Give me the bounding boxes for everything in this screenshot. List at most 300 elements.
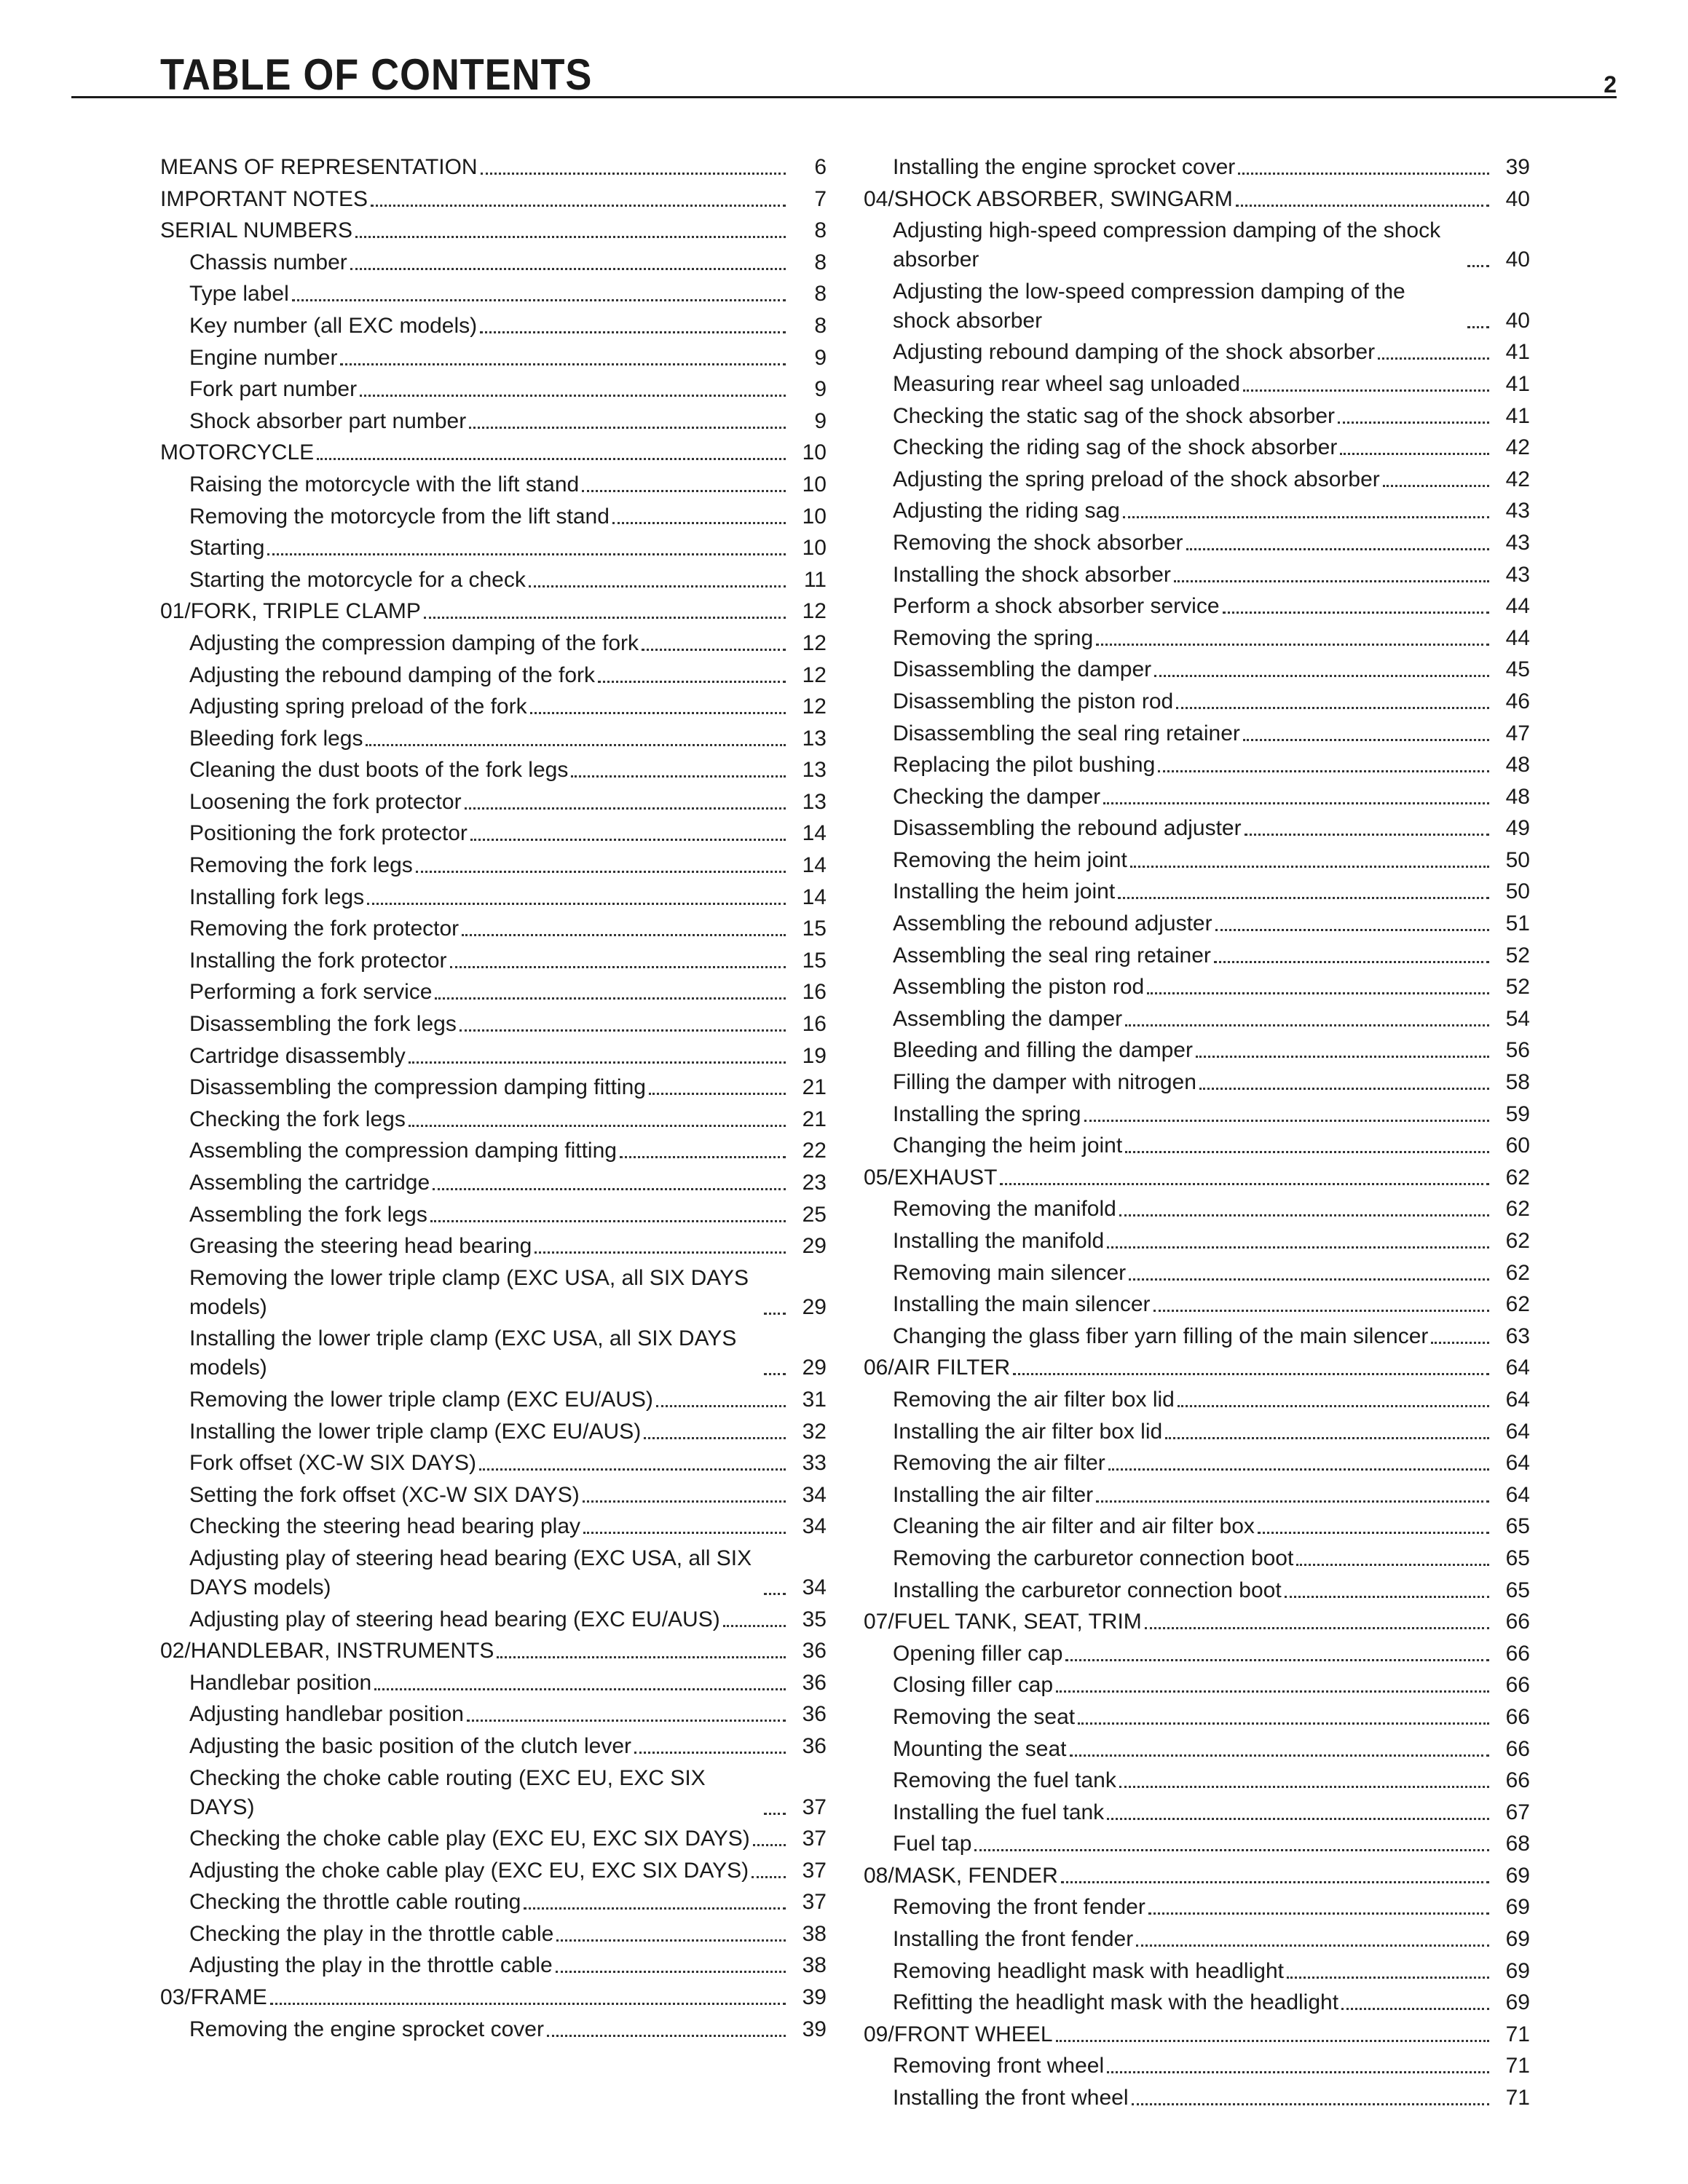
toc-entry-title: Cleaning the dust boots of the fork legs: [189, 758, 569, 783]
toc-entry-page: 42: [1505, 467, 1530, 491]
toc-entry[interactable]: [160, 724, 827, 753]
toc-entry[interactable]: [160, 629, 827, 658]
dot-leader: [267, 553, 786, 555]
dot-leader: [582, 490, 786, 492]
toc-entry-page: 63: [1505, 1324, 1530, 1348]
toc-entry[interactable]: [160, 978, 827, 1007]
toc-entry-title: 04/SHOCK ABSORBER, SWINGARM: [864, 186, 1233, 211]
dot-leader: [1132, 2103, 1489, 2105]
toc-entry-page: 41: [1505, 371, 1530, 396]
toc-entry[interactable]: [864, 909, 1530, 938]
toc-entry[interactable]: [864, 1100, 1530, 1129]
dot-leader: [1238, 173, 1489, 175]
dot-leader: [1296, 1564, 1489, 1566]
toc-entry-title: Type label: [189, 282, 289, 306]
toc-entry[interactable]: [864, 1449, 1530, 1478]
toc-entry-title: Removing the air filter: [893, 1451, 1105, 1476]
toc-entry-page: 43: [1505, 562, 1530, 587]
toc-entry-title: IMPORTANT NOTES: [160, 186, 368, 211]
toc-entry-page: 37: [802, 1827, 827, 1851]
toc-entry-title: 07/FUEL TANK, SEAT, TRIM: [864, 1610, 1142, 1634]
toc-entry-title: Removing the lower triple clamp (EXC EU/AUS): [189, 1387, 653, 1412]
toc-entry[interactable]: [864, 1988, 1530, 2017]
toc-entry-title: Installing the fork protector: [189, 948, 447, 973]
toc-entry-title: Installing the main silencer: [893, 1292, 1151, 1317]
toc-entry-page: 52: [1505, 975, 1530, 1000]
dot-leader: [1148, 1912, 1489, 1915]
dot-leader: [1147, 992, 1489, 994]
toc-section-entry[interactable]: [160, 438, 827, 467]
toc-entry[interactable]: [864, 561, 1530, 590]
toc-entry[interactable]: [160, 851, 827, 880]
toc-entry-title: Checking the riding sag of the shock absorber: [893, 435, 1338, 460]
toc-section-entry[interactable]: [864, 1353, 1530, 1382]
toc-entry-page: 62: [1505, 1260, 1530, 1285]
toc-entry-title: Assembling the rebound adjuster: [893, 911, 1212, 936]
toc-entry-title: Assembling the fork legs: [189, 1202, 427, 1227]
toc-entry[interactable]: [864, 1036, 1530, 1065]
toc-entry[interactable]: [864, 592, 1530, 621]
toc-entry[interactable]: [864, 846, 1530, 875]
toc-entry[interactable]: [160, 1105, 827, 1134]
toc-entry[interactable]: [864, 402, 1530, 431]
toc-entry-page: 29: [802, 1356, 827, 1380]
toc-entry-page: 40: [1505, 248, 1530, 272]
toc-entry-page: 67: [1505, 1800, 1530, 1824]
toc-entry[interactable]: [160, 756, 827, 785]
toc-entry-page: 40: [1505, 308, 1530, 333]
toc-entry[interactable]: [160, 1073, 827, 1102]
toc-entry[interactable]: [160, 1010, 827, 1039]
toc-entry[interactable]: [864, 277, 1530, 336]
toc-entry-page: 62: [1505, 1292, 1530, 1317]
toc-entry-page: 23: [802, 1171, 827, 1195]
dot-leader: [1158, 770, 1489, 772]
toc-entry-title: Key number (all EXC models): [189, 313, 478, 338]
toc-entry-page: 29: [802, 1234, 827, 1259]
toc-left-column: [160, 153, 827, 2046]
toc-entry[interactable]: [160, 407, 827, 436]
toc-entry-title: Starting: [189, 536, 265, 561]
toc-entry-title: Removing headlight mask with headlight: [893, 1958, 1284, 1983]
toc-entry[interactable]: [864, 1639, 1530, 1669]
toc-entry-page: 15: [802, 917, 827, 941]
toc-entry[interactable]: [160, 1264, 827, 1322]
toc-entry-page: 9: [814, 377, 827, 402]
toc-entry[interactable]: [160, 344, 827, 373]
toc-entry[interactable]: [160, 502, 827, 531]
toc-entry-title: Adjusting the compression damping of the fork: [189, 630, 639, 655]
dot-leader: [583, 1500, 786, 1503]
dot-leader: [360, 395, 786, 397]
toc-entry-page: 8: [814, 282, 827, 306]
dot-leader: [270, 2003, 786, 2005]
dot-leader: [1243, 389, 1489, 392]
toc-section-entry[interactable]: [160, 185, 827, 214]
dot-leader: [598, 681, 786, 683]
toc-entry-title: Disassembling the piston rod: [893, 689, 1174, 713]
toc-entry-title: Checking the steering head bearing play: [189, 1514, 581, 1539]
toc-entry[interactable]: [160, 661, 827, 690]
dot-leader: [1096, 1500, 1489, 1503]
toc-entry[interactable]: [160, 1888, 827, 1917]
toc-entry[interactable]: [160, 1920, 827, 1949]
dot-leader: [1165, 1437, 1489, 1439]
toc-entry[interactable]: [160, 692, 827, 721]
dot-leader: [1178, 1405, 1489, 1407]
dot-leader: [764, 1813, 786, 1815]
toc-entry[interactable]: [864, 751, 1530, 780]
toc-entry[interactable]: [160, 788, 827, 817]
dot-leader: [479, 1468, 786, 1471]
toc-entry-title: 09/FRONT WHEEL: [864, 2022, 1053, 2046]
dot-leader: [1096, 644, 1489, 646]
toc-entry-page: 44: [1505, 594, 1530, 619]
toc-entry-page: 64: [1505, 1451, 1530, 1476]
dot-leader: [1118, 897, 1489, 899]
toc-entry[interactable]: [160, 1481, 827, 1510]
toc-entry-page: 34: [802, 1482, 827, 1507]
toc-entry-title: Adjusting the choke cable play (EXC EU, EXC SIX DAYS): [189, 1858, 749, 1883]
dot-leader: [583, 1532, 786, 1534]
toc-entry[interactable]: [160, 946, 827, 976]
toc-entry-page: 14: [802, 821, 827, 846]
toc-entry-page: 8: [814, 218, 827, 243]
toc-entry[interactable]: [160, 1449, 827, 1478]
dot-leader: [656, 1405, 786, 1407]
toc-entry-page: 9: [814, 408, 827, 433]
toc-entry-title: Shock absorber part number: [189, 408, 467, 433]
toc-entry-page: 66: [1505, 1768, 1530, 1793]
toc-entry[interactable]: [864, 1829, 1530, 1859]
toc-entry[interactable]: [864, 2052, 1530, 2081]
toc-entry[interactable]: [864, 370, 1530, 399]
toc-entry-page: 34: [802, 1514, 827, 1539]
toc-entry[interactable]: [864, 1766, 1530, 1795]
toc-entry[interactable]: [864, 783, 1530, 812]
toc-entry[interactable]: [864, 529, 1530, 558]
toc-section-entry[interactable]: [160, 1637, 827, 1666]
toc-entry-title: Checking the choke cable routing (EXC EU, EXC SIX DAYS): [189, 1765, 706, 1819]
dot-leader: [1056, 2040, 1490, 2042]
toc-entry-title: Assembling the piston rod: [893, 975, 1145, 1000]
dot-leader: [1287, 1977, 1489, 1979]
toc-section-entry[interactable]: [864, 185, 1530, 214]
page-number: 2: [1604, 71, 1617, 98]
toc-entry-page: 13: [802, 789, 827, 814]
dot-leader: [649, 1093, 786, 1095]
toc-section-entry[interactable]: [864, 1607, 1530, 1637]
dot-leader: [723, 1625, 786, 1627]
toc-entry-title: Closing filler cap: [893, 1673, 1054, 1698]
toc-entry[interactable]: [160, 1764, 827, 1822]
toc-entry[interactable]: [864, 1131, 1530, 1160]
dot-leader: [1467, 326, 1489, 328]
toc-entry-title: Mounting the seat: [893, 1736, 1067, 1761]
toc-entry[interactable]: [864, 1893, 1530, 1922]
toc-entry-title: Installing the air filter: [893, 1482, 1094, 1507]
toc-entry[interactable]: [160, 1385, 827, 1415]
toc-entry[interactable]: [864, 687, 1530, 716]
toc-entry[interactable]: [864, 1417, 1530, 1447]
toc-entry[interactable]: [160, 1824, 827, 1853]
toc-entry[interactable]: [864, 1735, 1530, 1764]
toc-entry[interactable]: [160, 1417, 827, 1447]
toc-entry-title: Cleaning the air filter and air filter box: [893, 1514, 1255, 1539]
toc-entry-page: 41: [1505, 340, 1530, 365]
toc-entry[interactable]: [160, 1042, 827, 1071]
toc-entry-title: Checking the play in the throttle cable: [189, 1921, 554, 1946]
dot-leader: [409, 1125, 786, 1127]
toc-entry[interactable]: [160, 312, 827, 341]
toc-entry[interactable]: [864, 1798, 1530, 1827]
toc-entry-page: 48: [1505, 784, 1530, 809]
toc-entry-title: Removing the motorcycle from the lift stand: [189, 504, 610, 529]
toc-entry-title: 01/FORK, TRIPLE CLAMP: [160, 599, 421, 624]
toc-entry-page: 36: [802, 1670, 827, 1695]
toc-entry[interactable]: [864, 1576, 1530, 1605]
toc-entry[interactable]: [160, 1951, 827, 1980]
toc-entry[interactable]: [864, 814, 1530, 843]
toc-entry[interactable]: [160, 1544, 827, 1602]
dot-leader: [1119, 1214, 1489, 1216]
toc-entry-title: 03/FRAME: [160, 1985, 267, 2010]
toc-entry-title: Adjusting the low-speed compression damping of the shock absorber: [893, 279, 1405, 333]
toc-entry-page: 62: [1505, 1197, 1530, 1222]
toc-entry-title: Refitting the headlight mask with the headlight: [893, 1990, 1339, 2015]
toc-entry-page: 64: [1505, 1419, 1530, 1444]
toc-section-entry[interactable]: [160, 1983, 827, 2012]
toc-entry-title: Disassembling the fork legs: [189, 1012, 457, 1037]
toc-entry-title: 05/EXHAUST: [864, 1165, 998, 1190]
toc-right-column: [864, 153, 1530, 2116]
dot-leader: [529, 585, 786, 587]
toc-entry-title: Adjusting play of steering head bearing (EXC USA, all SIX DAYS models): [189, 1546, 752, 1599]
toc-entry-page: 65: [1505, 1546, 1530, 1570]
toc-entry-page: 36: [802, 1702, 827, 1727]
dot-leader: [764, 1373, 786, 1375]
toc-entry[interactable]: [864, 973, 1530, 1002]
toc-entry-title: Greasing the steering head bearing: [189, 1234, 532, 1259]
toc-entry[interactable]: [864, 1068, 1530, 1097]
toc-entry-page: 38: [802, 1921, 827, 1946]
toc-entry-title: Checking the fork legs: [189, 1107, 406, 1131]
toc-entry[interactable]: [160, 1324, 827, 1382]
toc-entry[interactable]: [864, 1703, 1530, 1732]
toc-entry-page: 46: [1505, 689, 1530, 713]
toc-entry-page: 32: [802, 1419, 827, 1444]
toc-entry-page: 10: [802, 472, 827, 496]
toc-entry-title: Removing the shock absorber: [893, 530, 1183, 555]
toc-entry-page: 37: [802, 1858, 827, 1883]
toc-entry-title: Fork part number: [189, 377, 358, 402]
dot-leader: [1108, 1468, 1489, 1471]
dot-leader: [480, 331, 786, 333]
toc-entry[interactable]: [864, 1227, 1530, 1256]
dot-leader: [1107, 1818, 1489, 1820]
toc-entry[interactable]: [160, 1136, 827, 1166]
toc-entry[interactable]: [864, 1195, 1530, 1224]
dot-leader: [1107, 2071, 1489, 2073]
dot-leader: [481, 173, 786, 175]
toc-entry-title: Adjusting the rebound damping of the fork: [189, 662, 596, 687]
toc-entry-page: 71: [1505, 2086, 1530, 2110]
dot-leader: [547, 2035, 786, 2037]
dot-leader: [556, 1939, 786, 1942]
toc-entry-title: Adjusting the spring preload of the shock absorber: [893, 467, 1380, 491]
toc-entry[interactable]: [864, 1481, 1530, 1510]
toc-entry-page: 66: [1505, 1704, 1530, 1729]
dot-leader: [1056, 1690, 1489, 1693]
toc-entry[interactable]: [160, 534, 827, 563]
toc-entry-page: 64: [1505, 1356, 1530, 1380]
toc-entry[interactable]: [160, 883, 827, 912]
dot-leader: [1013, 1373, 1489, 1375]
toc-entry-page: 66: [1505, 1673, 1530, 1698]
toc-entry-page: 60: [1505, 1133, 1530, 1158]
toc-entry[interactable]: [864, 1925, 1530, 1954]
toc-entry-page: 41: [1505, 403, 1530, 428]
toc-entry[interactable]: [160, 1856, 827, 1886]
dot-leader: [1383, 485, 1489, 487]
toc-section-entry[interactable]: [864, 1861, 1530, 1891]
toc-entry[interactable]: [864, 1671, 1530, 1700]
toc-section-entry[interactable]: [160, 216, 827, 245]
toc-entry[interactable]: [160, 1232, 827, 1261]
toc-entry-title: Checking the static sag of the shock absorber: [893, 403, 1336, 428]
toc-entry-title: Installing the spring: [893, 1101, 1081, 1126]
dot-leader: [752, 1876, 786, 1878]
toc-entry[interactable]: [864, 465, 1530, 494]
toc-entry-title: Bleeding fork legs: [189, 726, 363, 751]
toc-entry[interactable]: [864, 1957, 1530, 1986]
toc-entry-title: Performing a fork service: [189, 980, 433, 1005]
toc-entry[interactable]: [864, 496, 1530, 526]
header-rule: [71, 96, 1617, 98]
dot-leader: [764, 1313, 786, 1315]
toc-entry[interactable]: [864, 216, 1530, 274]
toc-entry-page: 69: [1505, 1990, 1530, 2015]
toc-entry-page: 44: [1505, 625, 1530, 650]
toc-entry-title: Removing the lower triple clamp (EXC USA, all SIX DAYS models): [189, 1265, 749, 1319]
dot-leader: [1136, 1944, 1489, 1947]
dot-leader: [462, 934, 786, 936]
toc-entry-title: Adjusting handlebar position: [189, 1702, 464, 1727]
toc-section-entry[interactable]: [160, 597, 827, 626]
toc-section-entry[interactable]: [864, 1163, 1530, 1192]
toc-entry-page: 14: [802, 853, 827, 878]
toc-entry[interactable]: [864, 877, 1530, 906]
toc-entry-title: Removing front wheel: [893, 2054, 1105, 2078]
toc-entry-title: MEANS OF REPRESENTATION: [160, 155, 478, 179]
toc-entry[interactable]: [864, 719, 1530, 748]
toc-entry-title: Opening filler cap: [893, 1641, 1063, 1666]
toc-entry[interactable]: [160, 1200, 827, 1230]
toc-entry-page: 15: [802, 948, 827, 973]
toc-entry[interactable]: [160, 819, 827, 848]
toc-entry-title: Disassembling the compression damping fitting: [189, 1075, 646, 1100]
toc-entry-page: 35: [802, 1607, 827, 1631]
dot-leader: [1103, 802, 1489, 804]
toc-entry-page: 51: [1505, 911, 1530, 936]
dot-leader: [1245, 834, 1489, 836]
toc-entry-title: Assembling the seal ring retainer: [893, 943, 1211, 968]
toc-entry-page: 48: [1505, 753, 1530, 778]
toc-entry[interactable]: [864, 1544, 1530, 1573]
toc-entry[interactable]: [160, 1732, 827, 1761]
dot-leader: [1236, 205, 1489, 207]
dot-leader: [1243, 739, 1489, 741]
toc-entry[interactable]: [160, 1168, 827, 1198]
toc-entry-page: 66: [1505, 1641, 1530, 1666]
dot-leader: [1196, 1056, 1489, 1058]
toc-entry[interactable]: [864, 1322, 1530, 1351]
toc-section-entry[interactable]: [864, 2020, 1530, 2049]
dot-leader: [556, 1971, 786, 1973]
toc-section-entry[interactable]: [160, 153, 827, 182]
toc-entry-page: 13: [802, 726, 827, 751]
dot-leader: [974, 1849, 1489, 1851]
toc-entry[interactable]: [864, 655, 1530, 684]
dot-leader: [1285, 1596, 1489, 1598]
dot-leader: [1215, 929, 1489, 931]
toc-entry[interactable]: [864, 1512, 1530, 1541]
toc-entry-title: Loosening the fork protector: [189, 789, 462, 814]
toc-entry-title: 08/MASK, FENDER: [864, 1863, 1058, 1888]
toc-entry[interactable]: [864, 1005, 1530, 1034]
toc-entry-page: 68: [1505, 1832, 1530, 1856]
toc-entry[interactable]: [160, 470, 827, 499]
toc-entry-title: MOTORCYCLE: [160, 440, 315, 465]
toc-entry-title: Replacing the pilot bushing: [893, 753, 1156, 778]
toc-entry[interactable]: [160, 2015, 827, 2044]
toc-entry-page: 16: [802, 980, 827, 1005]
toc-entry[interactable]: [160, 1512, 827, 1541]
toc-entry[interactable]: [864, 338, 1530, 367]
toc-entry[interactable]: [864, 1290, 1530, 1319]
toc-entry-page: 12: [802, 662, 827, 687]
toc-entry[interactable]: [160, 1605, 827, 1634]
toc-entry-title: Assembling the compression damping fitting: [189, 1139, 617, 1163]
toc-entry-page: 36: [802, 1639, 827, 1663]
toc-entry[interactable]: [160, 375, 827, 404]
toc-entry[interactable]: [864, 624, 1530, 653]
toc-entry[interactable]: [160, 248, 827, 277]
toc-entry-page: 13: [802, 758, 827, 783]
dot-leader: [409, 1061, 786, 1064]
toc-entry[interactable]: [864, 941, 1530, 970]
toc-entry[interactable]: [160, 1700, 827, 1729]
toc-entry[interactable]: [864, 153, 1530, 182]
toc-entry-page: 69: [1505, 1958, 1530, 1983]
toc-entry[interactable]: [864, 1259, 1530, 1288]
dot-leader: [1145, 1627, 1489, 1629]
toc-entry[interactable]: [864, 2084, 1530, 2113]
dot-leader: [1078, 1722, 1489, 1725]
toc-entry[interactable]: [160, 1669, 827, 1698]
toc-entry-page: 10: [802, 504, 827, 529]
toc-entry[interactable]: [864, 1385, 1530, 1415]
dot-leader: [620, 1156, 786, 1158]
toc-entry[interactable]: [160, 566, 827, 595]
toc-entry[interactable]: [160, 280, 827, 309]
dot-leader: [1223, 612, 1489, 614]
toc-entry-title: Removing the spring: [893, 625, 1094, 650]
toc-entry[interactable]: [160, 914, 827, 943]
toc-entry[interactable]: [864, 433, 1530, 462]
toc-entry-page: 49: [1505, 816, 1530, 841]
toc-entry-title: 06/AIR FILTER: [864, 1356, 1011, 1380]
